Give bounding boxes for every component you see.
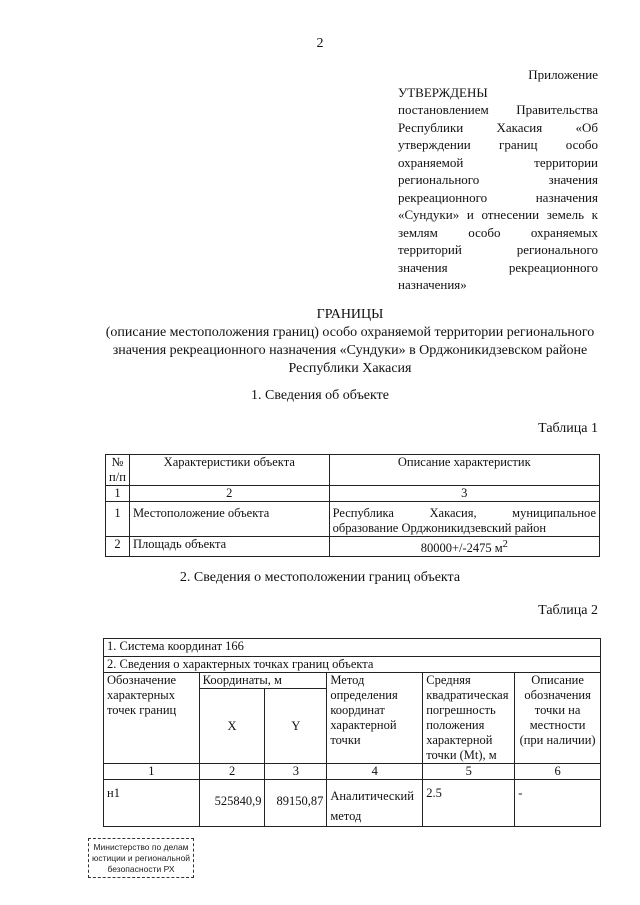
points-title-cell: 2. Сведения о характерных точках границ объекта <box>104 657 601 673</box>
point-cell: н1 <box>104 780 200 827</box>
table-cell: 1 <box>106 502 130 537</box>
table-row <box>104 764 601 780</box>
header-cell: Описание обозначения точки на местности (при наличии) <box>515 673 601 764</box>
boundary-points-table <box>103 638 601 827</box>
header-cell: Координаты, м <box>199 673 327 689</box>
stamp-line: юстиции и региональной <box>91 853 191 863</box>
index-cell: 3 <box>265 764 327 780</box>
area-unit-sup: 2 <box>502 539 508 550</box>
index-cell: 3 <box>329 486 599 502</box>
table-row <box>106 455 600 486</box>
approval-line: рекреационного назначения <box>398 189 598 205</box>
method-cell: Аналитический метод <box>327 780 423 827</box>
ministry-stamp <box>88 838 194 878</box>
approval-line: постановлением Правительства <box>398 102 598 117</box>
page-number: 2 <box>316 36 324 51</box>
title-heading: ГРАНИЦЫ <box>316 307 384 322</box>
x-cell: 525840,9 <box>199 780 265 827</box>
index-cell: 1 <box>104 764 200 780</box>
section1-heading: 1. Сведения об объекте <box>251 388 389 403</box>
header-cell: Описание характеристик <box>329 455 599 486</box>
table-row <box>106 502 600 537</box>
table-row <box>104 639 601 657</box>
stamp-line: безопасности РХ <box>107 864 175 874</box>
marking-cell: - <box>515 780 601 827</box>
table1-label: Таблица 1 <box>538 421 598 436</box>
header-cell-y: Y <box>265 689 327 764</box>
error-cell: 2.5 <box>423 780 515 827</box>
header-text: п/п <box>109 470 126 484</box>
document-title <box>60 306 640 378</box>
index-cell: 2 <box>199 764 265 780</box>
object-info-table <box>105 454 600 557</box>
title-line: Республики Хакасия <box>288 361 412 376</box>
approval-line: утверждении границ особо <box>398 137 598 152</box>
approval-line: Республики Хакасия «Об <box>398 119 598 135</box>
table-row <box>104 780 601 827</box>
approval-line: регионального значения <box>398 172 598 187</box>
header-cell: Метод определения координат характерной точки <box>327 673 423 764</box>
cell-text: образование Орджоникидзевский район <box>332 521 547 535</box>
title-line: (описание местоположения границ) особо охраняемой территории регионального <box>105 325 595 340</box>
header-cell <box>106 455 130 486</box>
appendix-label: Приложение <box>528 67 598 82</box>
table-cell: Местоположение объекта <box>129 502 329 537</box>
header-text: № <box>111 455 124 469</box>
approved-label: УТВЕРЖДЕНЫ <box>398 84 488 100</box>
y-cell: 89150,87 <box>265 780 327 827</box>
table-row <box>104 657 601 673</box>
approval-line: территорий регионального <box>398 242 598 257</box>
table-row <box>106 537 600 557</box>
index-cell: 5 <box>423 764 515 780</box>
stamp-line: Министерство по делам <box>93 842 189 852</box>
area-value: 80000+/-2475 м <box>420 541 503 556</box>
table-row <box>106 486 600 502</box>
header-cell-x: X <box>199 689 265 764</box>
table-cell <box>329 502 599 537</box>
section2-heading: 2. Сведения о местоположении границ объекта <box>179 570 461 585</box>
index-cell: 4 <box>327 764 423 780</box>
table-row <box>104 673 601 689</box>
index-cell: 6 <box>515 764 601 780</box>
table2-label: Таблица 2 <box>538 603 598 618</box>
cell-text: Республика Хакасия, муниципальное <box>332 506 596 520</box>
table-cell: Площадь объекта <box>129 537 329 557</box>
approval-line: землям особо охраняемых <box>398 224 598 240</box>
approval-line: охраняемой территории <box>398 154 598 170</box>
approval-line: значения рекреационного <box>398 259 598 275</box>
title-line: значения рекреационного назначения «Сундуки» в Орджоникидзевском районе <box>112 343 588 358</box>
approval-line: назначения» <box>398 277 467 292</box>
coord-system-cell: 1. Система координат 166 <box>104 639 601 657</box>
index-cell: 2 <box>129 486 329 502</box>
approval-block <box>398 66 598 294</box>
header-cell: Обозначение характерных точек границ <box>104 673 200 764</box>
approval-line: «Сундуки» и отнесении земель к <box>398 207 598 222</box>
table-cell <box>329 537 599 557</box>
table-cell: 2 <box>106 537 130 557</box>
header-cell: Характеристики объекта <box>129 455 329 486</box>
header-cell: Средняя квадратическая погрешность положения характерной точки (Mt), м <box>423 673 515 764</box>
index-cell: 1 <box>106 486 130 502</box>
